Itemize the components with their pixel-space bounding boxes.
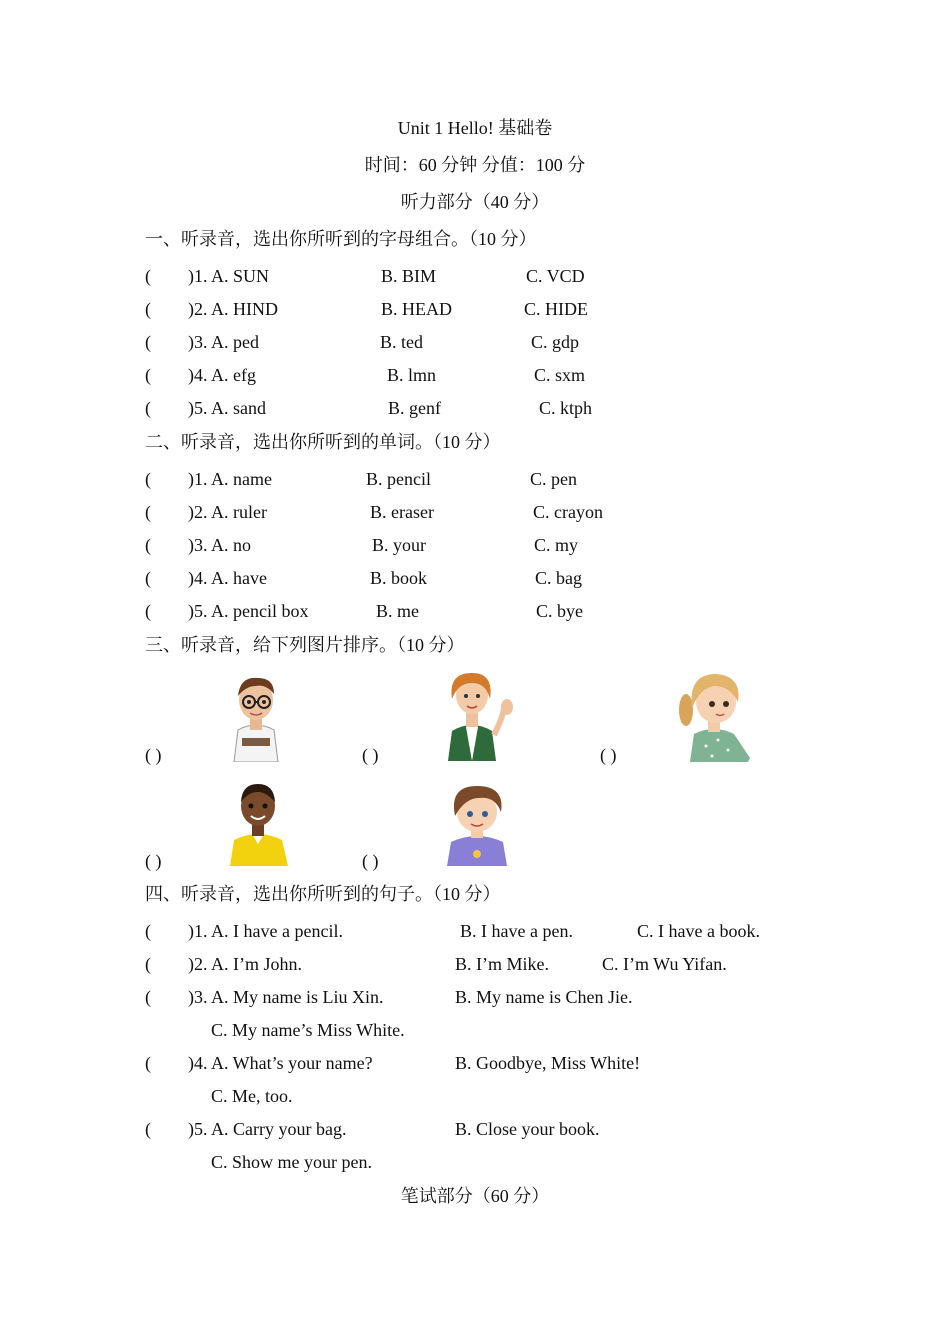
option-c: C. bye xyxy=(536,601,583,621)
answer-blank[interactable]: ( xyxy=(145,535,151,555)
option-a: )5. A. pencil box xyxy=(188,601,309,621)
option-b: B. eraser xyxy=(370,502,434,522)
section1-heading: 一、听录音，选出你所听到的字母组合。（10 分） xyxy=(145,229,537,249)
option-b: B. pencil xyxy=(366,469,431,489)
page-title: Unit 1 Hello! 基础卷 xyxy=(397,118,553,138)
option-c: C. I’m Wu Yifan. xyxy=(602,954,727,974)
picture-order-blank[interactable]: ( ) xyxy=(362,745,379,765)
option-c: C. Show me your pen. xyxy=(211,1152,372,1172)
answer-blank[interactable]: ( xyxy=(145,266,151,286)
option-b: B. ted xyxy=(380,332,423,352)
time-score: 时间：60 分钟 分值：100 分 xyxy=(364,155,586,175)
option-c: C. I have a book. xyxy=(637,921,760,941)
answer-blank[interactable]: ( xyxy=(145,954,151,974)
option-a: )4. A. have xyxy=(188,568,267,588)
option-a: )5. A. Carry your bag. xyxy=(188,1119,347,1139)
option-b: B. lmn xyxy=(387,365,437,385)
option-c: C. HIDE xyxy=(524,299,588,319)
option-a: )5. A. sand xyxy=(188,398,266,418)
answer-blank[interactable]: ( xyxy=(145,987,151,1007)
option-c: C. Me, too. xyxy=(211,1086,293,1106)
option-b: B. your xyxy=(372,535,426,555)
option-c: C. My name’s Miss White. xyxy=(211,1020,405,1040)
option-b: B. Close your book. xyxy=(455,1119,600,1139)
section4-heading: 四、听录音，选出你所听到的句子。（10 分） xyxy=(145,884,501,904)
option-b: B. HEAD xyxy=(381,299,452,319)
option-b: B. book xyxy=(370,568,428,588)
option-b: B. My name is Chen Jie. xyxy=(455,987,633,1007)
teacher-waving-picture xyxy=(444,669,518,761)
option-b: B. BIM xyxy=(381,266,437,286)
picture-order-blank[interactable]: ( ) xyxy=(600,745,617,765)
answer-blank[interactable]: ( xyxy=(145,469,151,489)
picture-order-blank[interactable]: ( ) xyxy=(145,745,162,765)
option-a: )2. A. I’m John. xyxy=(188,954,302,974)
picture-order-blank[interactable]: ( ) xyxy=(145,851,162,871)
answer-blank[interactable]: ( xyxy=(145,332,151,352)
option-c: C. bag xyxy=(535,568,582,588)
answer-blank[interactable]: ( xyxy=(145,502,151,522)
answer-blank[interactable]: ( xyxy=(145,398,151,418)
boy-with-glasses-picture xyxy=(226,672,286,762)
answer-blank[interactable]: ( xyxy=(145,299,151,319)
option-b: B. I’m Mike. xyxy=(455,954,549,974)
option-a: )4. A. efg xyxy=(188,365,256,385)
option-c: C. gdp xyxy=(531,332,580,352)
option-a: )3. A. no xyxy=(188,535,251,555)
option-a: )1. A. I have a pencil. xyxy=(188,921,343,941)
answer-blank[interactable]: ( xyxy=(145,601,151,621)
listening-part-title: 听力部分（40 分） xyxy=(400,192,550,212)
option-b: B. I have a pen. xyxy=(460,921,573,941)
section3-heading: 三、听录音，给下列图片排序。（10 分） xyxy=(145,635,465,655)
option-a: )1. A. SUN xyxy=(188,266,270,286)
girl-picture xyxy=(678,668,754,762)
answer-blank[interactable]: ( xyxy=(145,568,151,588)
option-a: )2. A. ruler xyxy=(188,502,267,522)
written-part-title: 笔试部分（60 分） xyxy=(400,1186,550,1206)
boy-in-purple-picture xyxy=(443,782,511,866)
option-c: C. sxm xyxy=(534,365,586,385)
option-b: B. me xyxy=(376,601,419,621)
option-c: C. crayon xyxy=(533,502,603,522)
section2-heading: 二、听录音，选出你所听到的单词。（10 分） xyxy=(145,432,501,452)
option-c: C. VCD xyxy=(526,266,585,286)
option-b: B. genf xyxy=(388,398,441,418)
option-a: )4. A. What’s your name? xyxy=(188,1053,373,1073)
answer-blank[interactable]: ( xyxy=(145,365,151,385)
boy-in-yellow-picture xyxy=(226,782,292,866)
option-c: C. my xyxy=(534,535,579,555)
option-a: )2. A. HIND xyxy=(188,299,278,319)
option-a: )3. A. My name is Liu Xin. xyxy=(188,987,384,1007)
answer-blank[interactable]: ( xyxy=(145,921,151,941)
answer-blank[interactable]: ( xyxy=(145,1119,151,1139)
option-c: C. ktph xyxy=(539,398,593,418)
option-b: B. Goodbye, Miss White! xyxy=(455,1053,641,1073)
picture-order-blank[interactable]: ( ) xyxy=(362,851,379,871)
option-a: )3. A. ped xyxy=(188,332,259,352)
answer-blank[interactable]: ( xyxy=(145,1053,151,1073)
option-c: C. pen xyxy=(530,469,577,489)
option-a: )1. A. name xyxy=(188,469,272,489)
